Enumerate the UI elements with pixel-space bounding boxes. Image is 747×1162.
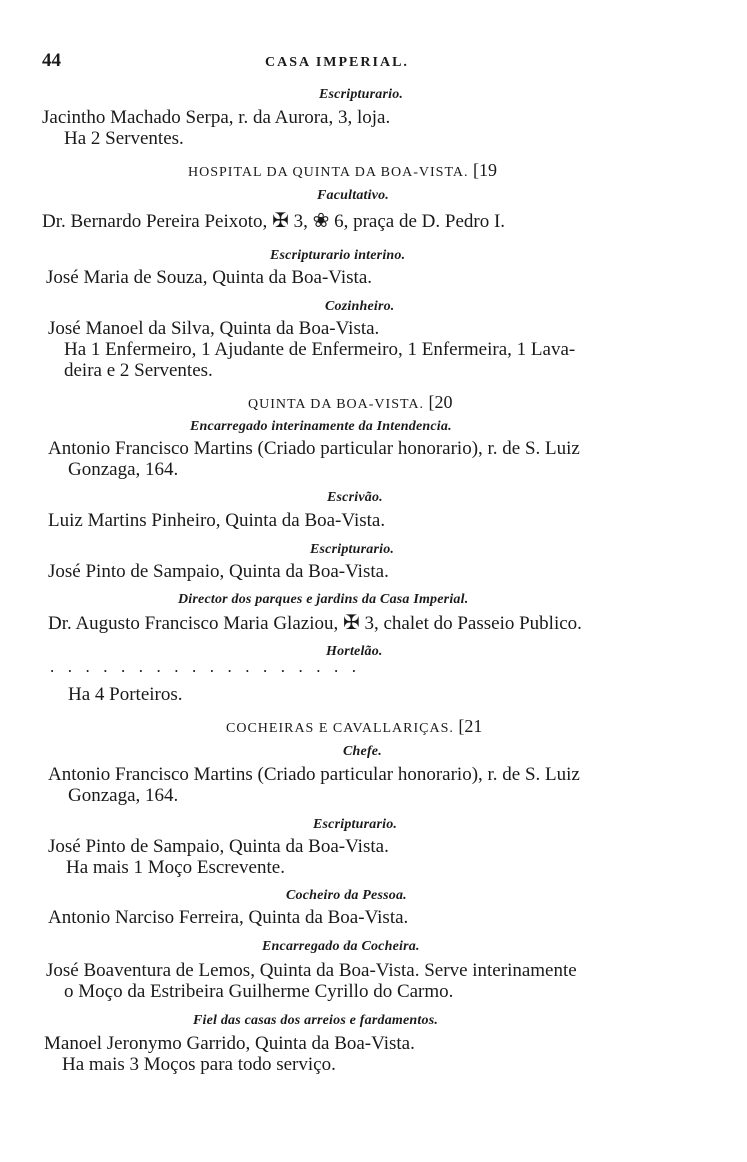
entry-line: Manoel Jeronymo Garrido, Quinta da Boa-Vista. [44, 1033, 415, 1054]
entry-line: Ha 1 Enfermeiro, 1 Ajudante de Enfermeiro, 1 Enfermeira, 1 Lava- [64, 339, 576, 360]
entry-line: Ha mais 3 Moços para todo serviço. [62, 1054, 336, 1075]
entry-line: Antonio Francisco Martins (Criado particular honorario), r. de S. Luiz [48, 764, 580, 785]
entry-line: Antonio Narciso Ferreira, Quinta da Boa-Vista. [48, 907, 409, 928]
entry-line: José Maria de Souza, Quinta da Boa-Vista. [46, 267, 372, 288]
role-heading: Facultativo. [317, 188, 390, 203]
entry-line: Ha mais 1 Moço Escrevente. [66, 857, 285, 878]
entry-line: deira e 2 Serventes. [64, 360, 213, 381]
entry-line: José Manoel da Silva, Quinta da Boa-Vista. [48, 318, 380, 339]
dot-leader: .................. [50, 657, 370, 676]
section-number: [20 [428, 392, 453, 412]
order-rose-icon: ❀ [312, 210, 330, 232]
entry-line: o Moço da Estribeira Guilherme Cyrillo do Carmo. [64, 981, 454, 1002]
role-heading: Escripturario interino. [270, 248, 406, 263]
role-heading: Chefe. [343, 744, 382, 759]
section-title: QUINTA DA BOA-VISTA. [20 [248, 392, 453, 412]
role-heading: Fiel das casas dos arreios e fardamentos. [193, 1013, 439, 1028]
entry-line: Luiz Martins Pinheiro, Quinta da Boa-Vista. [48, 510, 386, 531]
entry-line: José Pinto de Sampaio, Quinta da Boa-Vista. [48, 836, 389, 857]
entry-line: Antonio Francisco Martins (Criado particular honorario), r. de S. Luiz [48, 438, 580, 459]
section-title: COCHEIRAS E CAVALLARIÇAS. [21 [226, 716, 483, 736]
role-heading: Cocheiro da Pessoa. [286, 888, 407, 903]
role-heading: Encarregado da Cocheira. [262, 939, 420, 954]
entry-line: Ha 4 Porteiros. [68, 684, 183, 705]
role-heading: Encarregado interinamente da Intendencia. [190, 419, 452, 434]
page-number: 44 [42, 50, 61, 71]
role-heading: Escripturario. [319, 87, 404, 102]
order-cross-icon: ✠ [342, 612, 360, 634]
role-heading: Director dos parques e jardins da Casa Imperial. [178, 592, 469, 607]
order-cross-icon: ✠ [272, 210, 289, 232]
role-heading: Escrivão. [327, 490, 383, 505]
entry-line: Dr. Augusto Francisco Maria Glaziou, ✠ 3, chalet do Passeio Publico. [48, 612, 582, 634]
entry-line: José Boaventura de Lemos, Quinta da Boa-Vista. Serve interinamente [46, 960, 577, 981]
role-heading: Escripturario. [313, 817, 398, 832]
running-title: CASA IMPERIAL. [265, 55, 409, 70]
section-number: [21 [458, 716, 483, 736]
entry-line: Jacintho Machado Serpa, r. da Aurora, 3, loja. [42, 107, 391, 128]
section-title: HOSPITAL DA QUINTA DA BOA-VISTA. [19 [188, 160, 498, 180]
entry-line: Gonzaga, 164. [68, 785, 179, 806]
entry-line: José Pinto de Sampaio, Quinta da Boa-Vista. [48, 561, 389, 582]
entry-line: Ha 2 Serventes. [64, 128, 184, 149]
entry-line: Gonzaga, 164. [68, 459, 179, 480]
role-heading: Cozinheiro. [325, 299, 395, 314]
role-heading: Hortelão. [326, 644, 383, 659]
entry-line: Dr. Bernardo Pereira Peixoto, ✠ 3, ❀ 6, praça de D. Pedro I. [42, 210, 506, 232]
role-heading: Escripturario. [310, 542, 395, 557]
section-number: [19 [473, 160, 498, 180]
